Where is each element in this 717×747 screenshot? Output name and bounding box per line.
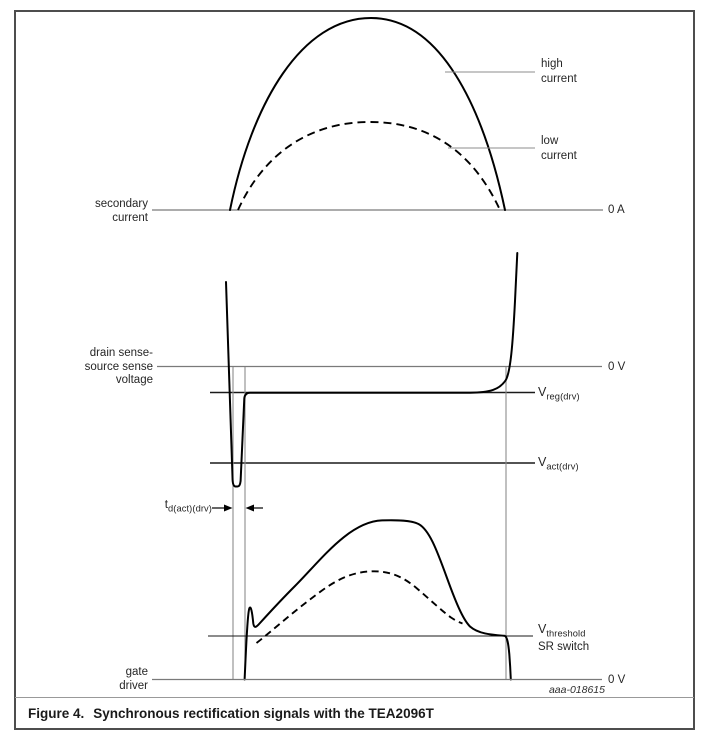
drain-voltage-curve [226, 253, 517, 487]
vact-drv-label: $V_{act(drv)}$ [538, 455, 579, 472]
gate-driver-axis-label: gate driver [119, 666, 148, 692]
figure-caption-number: Figure 4. [28, 706, 85, 721]
td-act-drv-label: $t_{d(act)(drv)}$ [164, 497, 212, 514]
figure-caption-title: Synchronous rectification signals with the TEA2096T [93, 706, 434, 721]
low-current-curve [238, 122, 500, 210]
gate-driver-low-current-curve [257, 571, 463, 643]
vthreshold-label: $V_{threshold}$ SR switch [538, 622, 590, 653]
high-current-label: high current [541, 58, 577, 85]
low-current-label: low current [541, 135, 577, 162]
figure-caption [28, 706, 434, 721]
zero-amp-label: 0 A [608, 204, 625, 216]
secondary-current-axis-label: secondary current [94, 198, 148, 224]
zero-volt-label-gate: 0 V [608, 674, 626, 686]
td-arrowhead-right-pointing [224, 505, 233, 512]
drain-voltage-axis-label: drain sense- source sense voltage [84, 347, 153, 386]
zero-volt-label-mid: 0 V [608, 361, 626, 373]
high-current-curve [230, 18, 505, 210]
vreg-drv-label: $V_{reg(drv)}$ [538, 385, 580, 402]
gate-driver-high-current-curve [245, 520, 511, 679]
drawing-id-watermark: aaa-018615 [548, 684, 605, 696]
